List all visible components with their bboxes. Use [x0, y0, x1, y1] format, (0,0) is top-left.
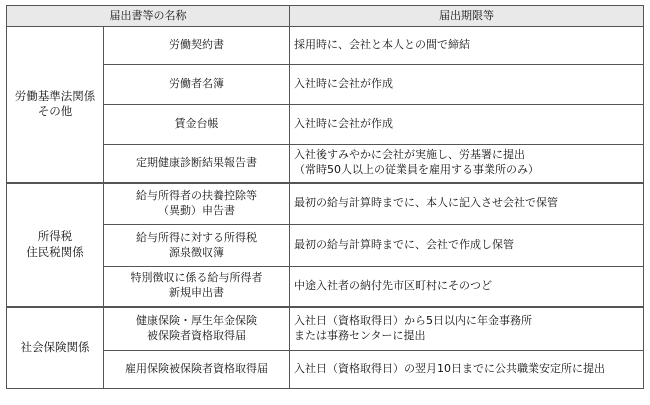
- deadline-line: 入社時に会社が作成: [294, 117, 393, 131]
- deadline-line: または事務センターに提出: [294, 328, 426, 342]
- deadline-line: 入社日（資格取得日）の翌月10日までに公共職業安定所に提出: [294, 362, 605, 376]
- document-name-line: 特別徴収に係る給与所得者: [130, 271, 263, 285]
- category-line: 社会保険関係: [20, 339, 90, 354]
- deadline: [290, 183, 644, 225]
- category-income-tax: [7, 183, 104, 307]
- document-name-line: 労働契約書: [169, 38, 224, 52]
- document-name-line: 源泉徴収簿: [169, 245, 224, 259]
- deadline: [290, 105, 644, 145]
- table-header-row: [7, 6, 644, 27]
- category-line: 住民税関係: [26, 244, 84, 259]
- header-deadline: 届出期限等: [290, 6, 644, 27]
- deadline-line: 最初の給与計算時までに、本人に記入させ会社で保管: [294, 196, 558, 210]
- deadline: [290, 307, 644, 351]
- document-name-line: 定期健康診断結果報告書: [136, 155, 257, 169]
- deadline: [290, 65, 644, 105]
- category-line: 労働基準法関係: [14, 88, 96, 103]
- deadline: [290, 351, 644, 389]
- document-name-line: 労働者名簿: [169, 77, 224, 91]
- category-social-insurance: [7, 307, 104, 389]
- header-document-name: 届出書等の名称: [7, 6, 290, 27]
- category-labor-standards: [7, 27, 104, 183]
- document-name-line: 給与所得に対する所得税: [136, 230, 257, 244]
- deadline: [290, 27, 644, 65]
- table-row: [7, 27, 644, 65]
- category-line: 所得税: [37, 228, 73, 243]
- document-name: [104, 65, 290, 105]
- document-name-line: 雇用保険被保険者資格取得届: [125, 362, 268, 376]
- deadline-line: 入社後すみやかに会社が実施し、労基署に提出: [294, 148, 525, 162]
- table-row: [7, 183, 644, 225]
- document-name-line: 新規申出書: [169, 286, 224, 300]
- document-name: [104, 145, 290, 183]
- document-name: [104, 267, 290, 307]
- deadline: [290, 145, 644, 183]
- deadline-line: 入社時に会社が作成: [294, 77, 393, 91]
- filing-deadline-table: [6, 5, 644, 389]
- document-name: [104, 105, 290, 145]
- category-line: その他: [37, 104, 73, 119]
- document-name: [104, 351, 290, 389]
- document-name-line: 健康保険・厚生年金保険: [136, 313, 257, 327]
- document-name-line: 被保険者資格取得届: [147, 328, 246, 342]
- deadline-line: （常時50人以上の従業員を雇用する事業所のみ）: [294, 163, 539, 177]
- deadline-line: 入社日（資格取得日）から5日以内に年金事務所: [294, 313, 532, 327]
- table-row: [7, 307, 644, 351]
- deadline-line: 中途入社者の納付先市区町村にそのつど: [294, 278, 492, 292]
- document-name-line: 賃金台帳: [174, 117, 219, 131]
- document-name: [104, 27, 290, 65]
- document-name: [104, 307, 290, 351]
- document-name: [104, 183, 290, 225]
- deadline-line: 採用時に、会社と本人との間で締結: [294, 38, 470, 52]
- deadline: [290, 267, 644, 307]
- document-name-line: （異動）申告書: [158, 203, 235, 217]
- document-name: [104, 225, 290, 267]
- deadline: [290, 225, 644, 267]
- deadline-line: 最初の給与計算時までに、会社で作成し保管: [294, 238, 514, 252]
- document-name-line: 給与所得者の扶養控除等: [136, 188, 257, 202]
- filing-table-container: [6, 5, 644, 389]
